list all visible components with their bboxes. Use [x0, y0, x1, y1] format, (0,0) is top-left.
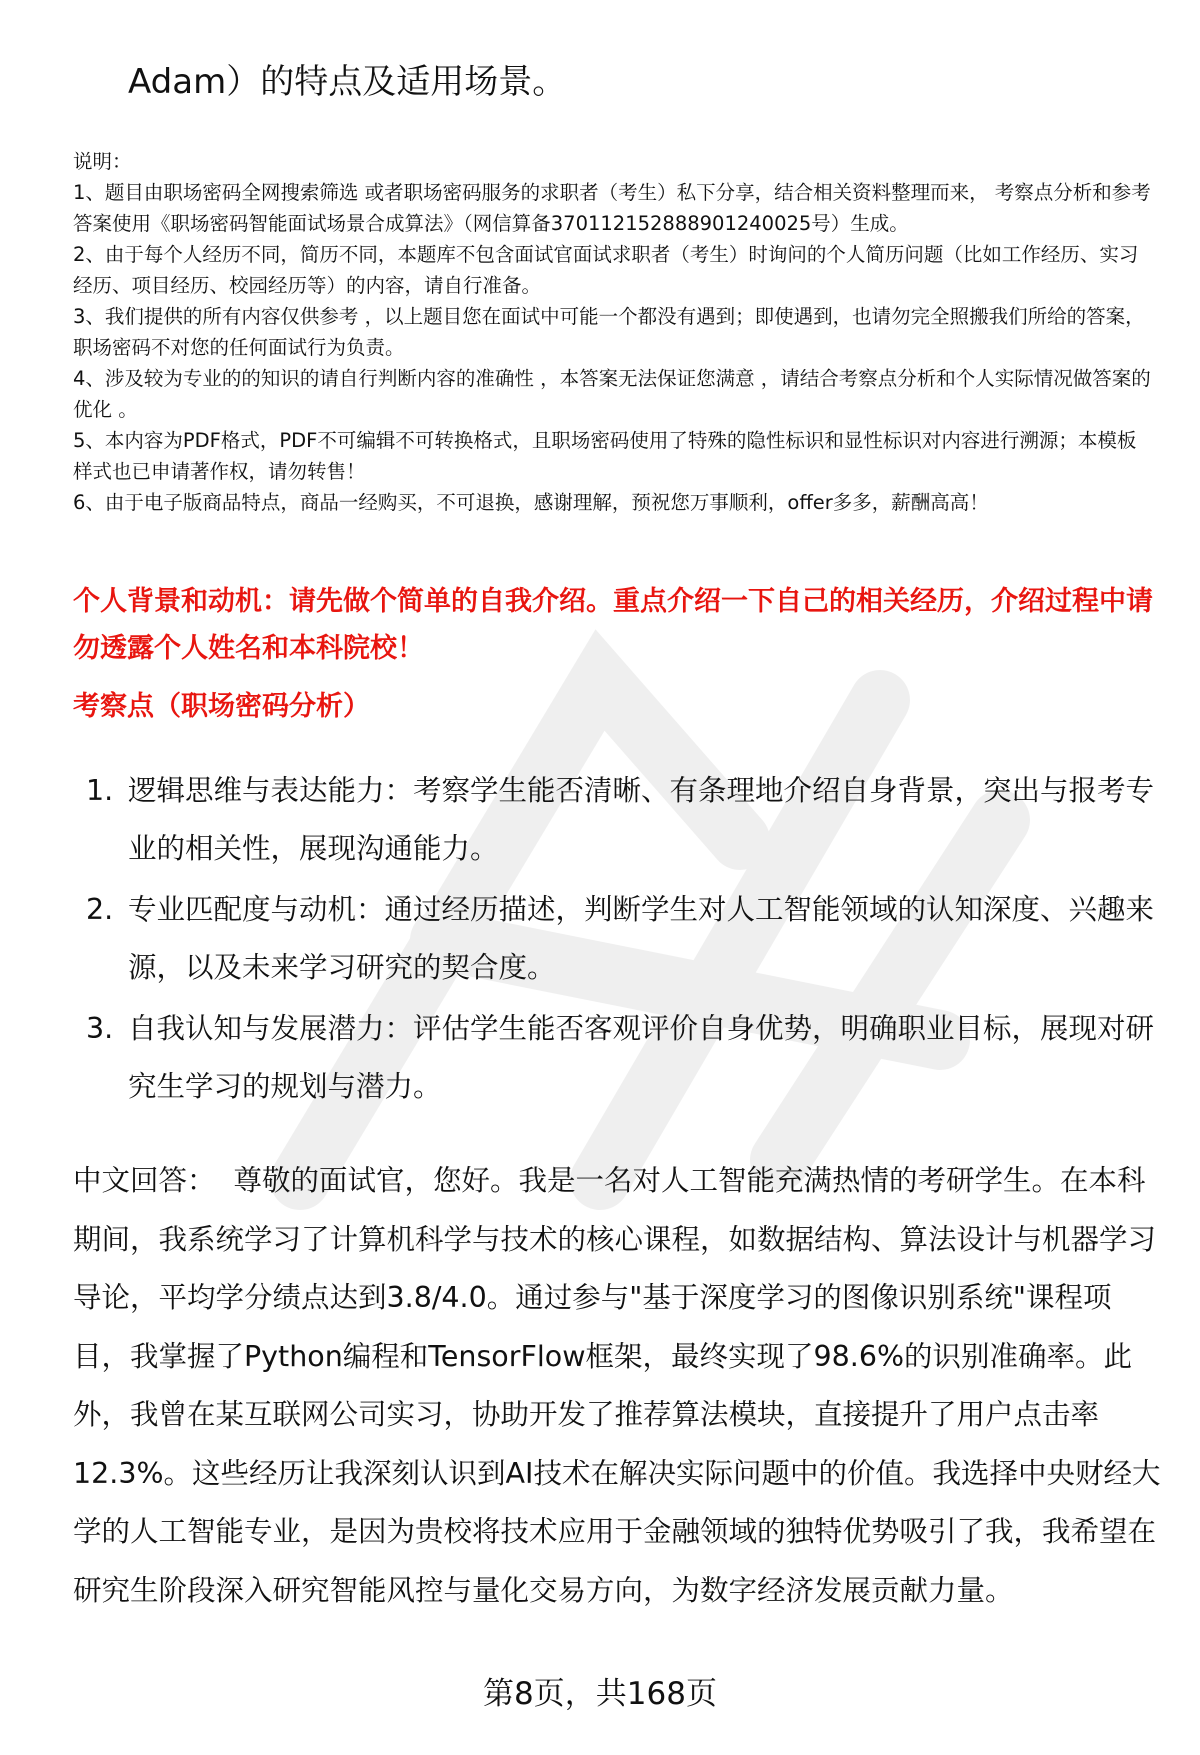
note-item: 1、题目由职场密码全网搜索筛选 或者职场密码服务的求职者（考生）私下分享，结合相关资料整理而来， 考察点分析和参考答案使用《职场密码智能面试场景合成算法》（网信算备370112152888901240025号）生成。	[73, 181, 1151, 235]
list-item-text: 专业匹配度与动机：通过经历描述，判断学生对人工智能领域的认知深度、兴趣来源，以及未来学习研究的契合度。	[128, 893, 1155, 984]
list-item	[86, 881, 1156, 997]
points-heading: 考察点（职场密码分析）	[73, 691, 370, 722]
note-item: 2、由于每个人经历不同，简历不同，本题库不包含面试官面试求职者（考生）时询问的个人简历问题（比如工作经历、实习经历、项目经历、校园经历等）的内容，请自行准备。	[73, 243, 1139, 297]
list-item-number: 1.	[86, 774, 114, 807]
list-item	[86, 1000, 1156, 1116]
assessment-points-list	[86, 762, 1156, 1119]
list-item-number: 2.	[86, 893, 114, 926]
answer-paragraph	[73, 1152, 1163, 1620]
note-item: 3、我们提供的所有内容仅供参考 ，以上题目您在面试中可能一个都没有遇到；即使遇到，也请勿完全照搬我们所给的答案，职场密码不对您的任何面试行为负责。	[73, 305, 1145, 359]
answer-label: 中文回答：	[73, 1164, 216, 1197]
page-number: 第8页，共168页	[483, 1676, 717, 1712]
note-item: 5、本内容为PDF格式，PDF不可编辑不可转换格式，且职场密码使用了特殊的隐性标识和显性标识对内容进行溯源；本模板样式也已申请著作权，请勿转售！	[73, 429, 1137, 483]
list-item-text: 自我认知与发展潜力：评估学生能否客观评价自身优势，明确职业目标，展现对研究生学习的规划与潜力。	[128, 1012, 1155, 1103]
previous-question-tail: Adam）的特点及适用场景。	[128, 62, 567, 102]
note-item: 4、涉及较为专业的的知识的请自行判断内容的准确性 ，本答案无法保证您满意 ，请结合考察点分析和个人实际情况做答案的优化 。	[73, 367, 1151, 421]
question-heading: 个人背景和动机：请先做个简单的自我介绍。重点介绍一下自己的相关经历，介绍过程中请勿透露个人姓名和本科院校！	[73, 586, 1153, 664]
notes-block	[73, 146, 1153, 518]
note-item: 6、由于电子版商品特点，商品一经购买，不可退换，感谢理解，预祝您万事顺利，offer多多，薪酬高高！	[73, 491, 989, 514]
list-item-number: 3.	[86, 1012, 114, 1045]
list-item	[86, 762, 1156, 878]
list-item-text: 逻辑思维与表达能力：考察学生能否清晰、有条理地介绍自身背景，突出与报考专业的相关性，展现沟通能力。	[128, 774, 1155, 865]
notes-title: 说明：	[73, 150, 132, 173]
answer-text: 尊敬的面试官，您好。我是一名对人工智能充满热情的考研学生。在本科期间，我系统学习了计算机科学与技术的核心课程，如数据结构、算法设计与机器学习导论，平均学分绩点达到3.8/4.0。通过参与"基于深度学习的图像识别系统"课程项目，我掌握了Python编程和TensorFlow框架，最终实现了98.6%的识别准确率。此外，我曾在某互联网公司实习，协助开发了推荐算法模块，直接提升了用户点击率12.3%。这些经历让我深刻认识到AI技术在解决实际问题中的价值。我选择中央财经大学的人工智能专业，是因为贵校将技术应用于金融领域的独特优势吸引了我，我希望在研究生阶段深入研究智能风控与量化交易方向，为数字经济发展贡献力量。	[73, 1164, 1161, 1607]
